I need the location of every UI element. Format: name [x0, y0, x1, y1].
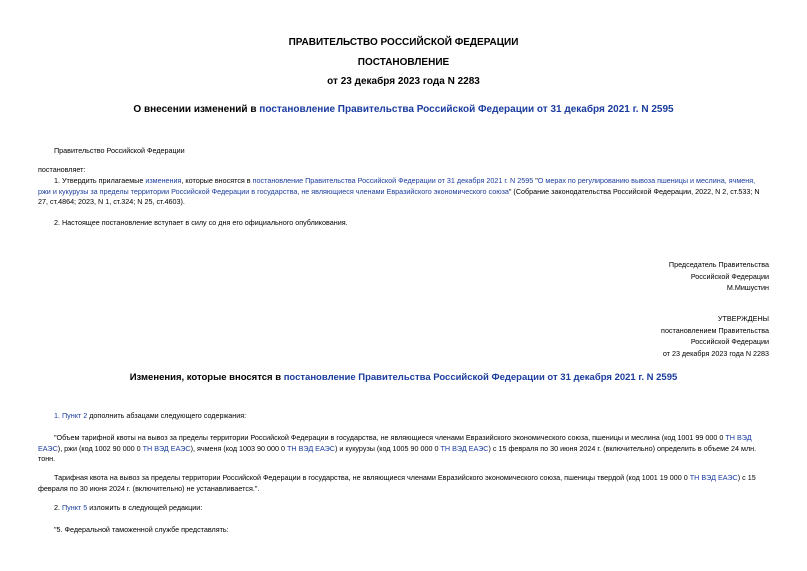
document-title [0, 104, 807, 115]
approved-line-2: постановлением Правительства [661, 325, 769, 335]
issuer-text: Правительство Российской Федерации [54, 146, 185, 155]
title-link[interactable]: постановление Правительства Российской Федерации от 31 декабря 2021 г. N 2595 [259, 104, 674, 115]
header-date-number: от 23 декабря 2023 года N 2283 [327, 76, 480, 87]
p1-text-c: " [533, 176, 538, 185]
paragraph-1 [38, 176, 769, 208]
change-1-text: дополнить абзацами следующего содержания: [87, 411, 247, 420]
approved-line-3: Российской Федерации [690, 337, 769, 346]
p1-text-b: , которые вносятся в [181, 176, 253, 185]
q1-tn-link-2[interactable]: ТН ВЭД ЕАЭС [142, 443, 191, 453]
approved-line-4: от 23 декабря 2023 года N 2283 [662, 348, 769, 358]
q1-tn-link-3[interactable]: ТН ВЭД ЕАЭС [287, 443, 335, 453]
title-prefix: О внесении изменений в [133, 104, 260, 115]
header-doc-type: ПОСТАНОВЛЕНИЕ [357, 57, 450, 68]
q1-text-e: ) с 15 февраля по 30 июня 2024 г. (включительно) определить в объеме 24 млн. [488, 443, 757, 453]
q1-text-f: тонн. [38, 454, 56, 463]
change-3: "5. Федеральной таможенной службе представлять: [54, 525, 229, 534]
change-2-text: изложить в следующей редакции: [87, 503, 203, 512]
q1-text-a: "Объем тарифной квоты на вывоз за пределы территории Российской Федерации в государства, не являющиеся членами Евразийского экономического союза, пшеницы и меслина (код 1001 99 000 0 [54, 433, 726, 442]
q2-text-c: февраля по 30 июня 2024 г. (включительно) не устанавливается.". [38, 483, 260, 493]
paragraph-2: 2. Настоящее постановление вступает в силу со дня его официального опубликования. [54, 218, 348, 227]
p1-text-e: 27, ст.4864; 2023, N 1, ст.324; N 25, ст.4603). [38, 197, 185, 206]
changes-title [0, 372, 807, 383]
p1-text-d: " (Собрание законодательства Российской Федерации, 2022, N 2, ст.533; N [508, 186, 760, 196]
change-2-num: 2. [54, 503, 62, 512]
quote-2 [38, 473, 769, 494]
approved-block [661, 313, 769, 359]
q1-tn-link-1b[interactable]: ЕАЭС [38, 443, 58, 453]
q2-tn-link[interactable]: ТН ВЭД ЕАЭС [689, 473, 738, 482]
change-2 [54, 503, 202, 514]
p1-link-title-cont[interactable]: ржи и кукурузы за пределы территории Российской Федерации в государства, не являющиеся членами Евразийского экономического союза [38, 186, 509, 196]
q1-text-c: ), ячменя (код 1003 90 000 0 [190, 443, 288, 453]
q1-text-d: ) и кукурузы (код 1005 90 000 0 [334, 443, 441, 453]
q1-text-b: ), ржи (код 1002 90 000 0 [57, 443, 143, 453]
signature-line-2: Российской Федерации [690, 271, 769, 281]
q1-tn-link-1[interactable]: ТН ВЭД [725, 433, 752, 442]
p1-link-title[interactable]: О мерах по регулированию вывоза пшеницы и меслина, ячменя, [537, 176, 756, 185]
changes-title-prefix: Изменения, которые вносятся в [129, 372, 284, 383]
p1-text-a: 1. Утвердить прилагаемые [54, 176, 146, 185]
decides-text: постановляет: [38, 165, 86, 174]
header-gov: ПРАВИТЕЛЬСТВО РОССИЙСКОЙ ФЕДЕРАЦИИ [288, 37, 519, 48]
signature-line-3: М.Мишустин [726, 283, 769, 292]
p1-link-changes[interactable]: изменения [145, 176, 182, 185]
q1-tn-link-4[interactable]: ТН ВЭД ЕАЭС [440, 443, 489, 453]
change-2-link[interactable]: Пункт 5 [62, 503, 88, 512]
q2-text-a: Тарифная квота на вывоз за пределы территории Российской Федерации в государства, не являющиеся членами Евразийского экономического союза, пшеницы твердой (код 1001 19 000 0 [54, 473, 690, 482]
changes-title-link[interactable]: постановление Правительства Российской Федерации от 31 декабря 2021 г. N 2595 [283, 372, 678, 383]
approved-line-1: УТВЕРЖДЕНЫ [717, 314, 769, 323]
q2-text-b: ) с 15 [737, 473, 756, 482]
quote-1 [38, 433, 769, 465]
change-1 [54, 411, 246, 422]
p1-link-resolution[interactable]: постановление Правительства Российской Федерации от 31 декабря 2021 г. N 2595 [252, 176, 534, 185]
signature-line-1: Председатель Правительства [668, 260, 769, 269]
signature-block [669, 259, 769, 294]
change-1-link[interactable]: 1. Пункт 2 [54, 411, 88, 420]
